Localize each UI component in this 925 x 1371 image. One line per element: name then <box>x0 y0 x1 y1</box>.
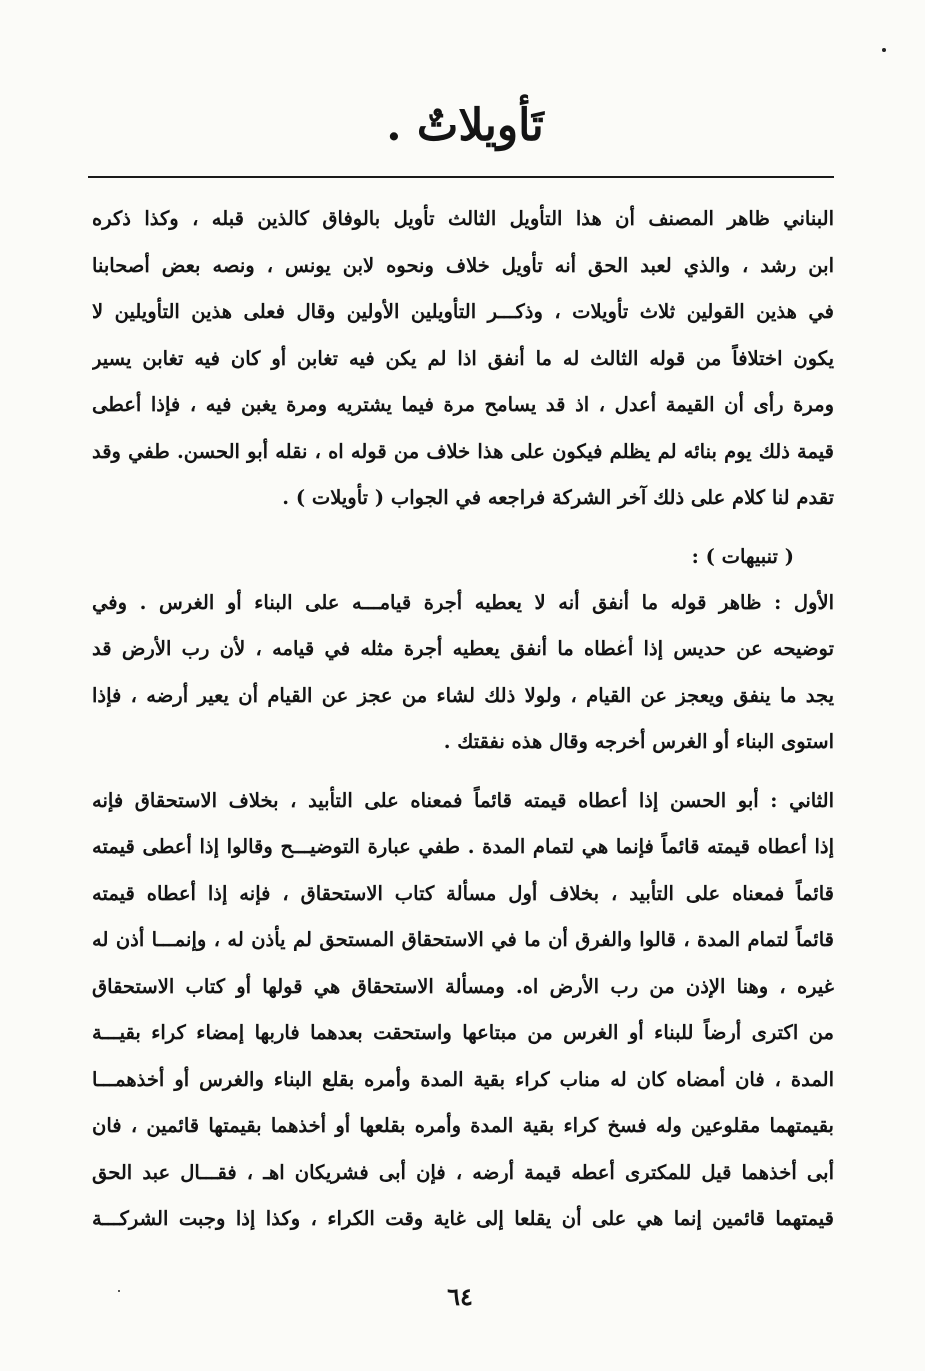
print-speck <box>882 48 886 52</box>
text-line: ومرة رأى أن القيمة أعدل ، اذ قد يسامح مرة فيما يشتريه ومرة يغبن فيه ، فإذا أعطى <box>92 393 834 416</box>
section-heading: ( تنبيهات ) : <box>691 544 794 568</box>
text-line: قيمتهما قائمين إنما هي على أن يقلعا إلى غاية وقت الكراء ، وكذا إذا وجبت الشركـــة <box>92 1207 834 1230</box>
text-line: الثاني : أبو الحسن إذا أعطاه قيمته قائماً فمعناه على التأبيد ، بخلاف الاستحقاق فإنه <box>92 788 834 812</box>
paragraph-gap <box>92 522 834 534</box>
text-line: توضيحه عن حديس إذا أعطاه ما أنفق يعطيه أجرة مثله في قيامه ، لأن رب الأرض قد <box>92 637 834 660</box>
text-line: أبى أخذهما قيل للمكترى أعطه قيمة أرضه ، فإن أبى فشريكان اهـ ، فقـــال عبد الحق <box>92 1160 834 1184</box>
header-rule <box>88 176 834 178</box>
text-line: ابن رشد ، والذي لعبد الحق أنه تأويل خلاف ونحوه لابن يونس ، ونصه بعض أصحابنا <box>92 253 834 277</box>
text-line: قائماً لتمام المدة ، قالوا والفرق أن ما في الاستحقاق المستحق لم يأذن له ، وإنمـــا أذن له <box>92 928 834 951</box>
paragraph-3 <box>92 778 834 1243</box>
text-line: المدة ، فان أمضاه كان له مناب كراء بقية المدة وأمره بقلع البناء والغرس أو أخذهمـــا <box>92 1067 834 1091</box>
text-line: الأول : ظاهر قوله ما أنفق أنه لا يعطيه أجرة قيامـــه على البناء أو الغرس . وفي <box>92 590 834 614</box>
paragraph-1 <box>92 196 834 522</box>
text-line: يكون اختلافاً من قوله الثالث له ما أنفق اذا لم يكن فيه تغابن أو كان فيه تغابن يسير <box>92 346 834 370</box>
text-line: بقيمتهما مقلوعين وله فسخ كراء بقية المدة وأمره بقلعها أو أخذهما بقيمتها قائمين ، فان <box>92 1114 834 1137</box>
text-line: من اكترى أرضاً للبناء أو الغرس من مبتاعها واستحقت بعدهما فاربها إمضاء كراء بقيـــة <box>92 1021 834 1044</box>
text-line: في هذين القولين ثلاث تأويلات ، وذكـــر التأويلين الأولين وقال فعلى هذين التأويلين لا <box>92 300 834 323</box>
running-head: تَأويلاتٌ . <box>386 100 544 151</box>
paragraph-2 <box>92 580 834 766</box>
text-line: قيمة ذلك يوم بنائه لم يظلم فيكون على هذا خلاف من قوله اه ، نقله أبو الحسن. طفي وقد <box>92 439 834 463</box>
text-line: استوى البناء أو الغرس أخرجه وقال هذه نفقتك . <box>443 730 834 753</box>
page-number: ٦٤ <box>447 1282 473 1311</box>
paragraph-gap <box>92 766 834 778</box>
text-line: قائماً فمعناه على التأبيد ، بخلاف أول مسألة كتاب الاستحقاق ، فإنه إذا أعطاه قيمته <box>92 881 834 905</box>
text-line: يجد ما ينفق ويعجز عن القيام ، ولولا ذلك لشاء من عجز عن القيام أن يعير أرضه ، فإذا <box>92 683 834 707</box>
print-speck <box>118 1290 120 1292</box>
page-body <box>92 196 834 1243</box>
text-line: تقدم لنا كلام على ذلك آخر الشركة فراجعه في الجواب ( تأويلات ) . <box>282 486 834 509</box>
text-line: إذا أعطاه قيمته قائماً فإنما هي لتمام المدة . طفي عبارة التوضيـــح وقالوا إذا أعطى قيمته <box>92 835 834 858</box>
text-line: البناني ظاهر المصنف أن هذا التأويل الثالث تأويل بالوفاق كالذين قبله ، وكذا ذكره <box>92 207 834 230</box>
text-line: غيره ، وهنا الإذن من رب الأرض اه. ومسألة الاستحقاق هي قولها أو كتاب الاستحقاق <box>92 974 834 998</box>
